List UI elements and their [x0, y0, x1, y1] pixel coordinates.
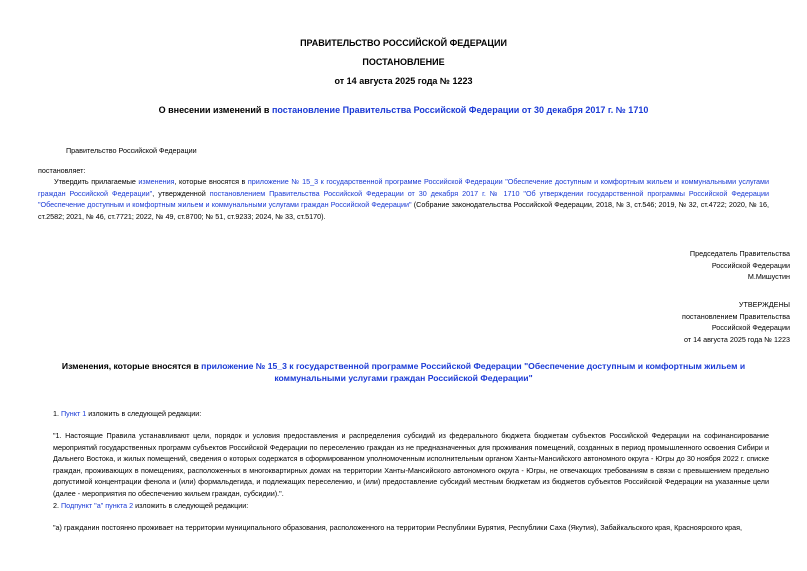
approved-label: УТВЕРЖДЕНЫ	[738, 300, 790, 309]
changes-title-prefix: Изменения, которые вносятся в	[61, 361, 202, 371]
annex-link[interactable]: приложение № 15_3 к государственной программе Российской Федерации "Обеспечение доступным и комфортным жильем и коммунальными услугами граждан Российской Федерации"	[38, 177, 769, 198]
changes-annex-link[interactable]: приложение № 15_3 к государственной программе Российской Федерации "Обеспечение доступным и комфортным жильем и коммунальными услугами граждан Российской Федерации"	[201, 361, 746, 383]
item-2-text: изложить в следующей редакции:	[133, 501, 249, 510]
signature-block	[690, 248, 790, 283]
approved-date: от 14 августа 2025 года № 1223	[683, 334, 790, 344]
document-type: ПОСТАНОВЛЕНИЕ	[362, 57, 445, 67]
item-1-number: 1.	[53, 409, 61, 418]
item-2-point-link[interactable]: пункта 2	[105, 501, 134, 510]
decides: постановляет:	[38, 166, 86, 175]
document-date: от 14 августа 2025 года № 1223	[334, 76, 473, 86]
item-1-quote: "1. Настоящие Правила устанавливают цели, порядок и условия предоставления и распределения субсидий из федерального бюджета бюджетам субъектов Российской Федерации на софинансирование мероприятий государственных программ субъектов Российской Федерации по переселению граждан из не предназначенных для проживания помещений, созданных в период промышленного освоения Сибири и Дальнего Востока, и жилых помещений, сведения о которых содержатся в сформированном уполномоченным исполнительным органом Ханты-Мансийского автономного округа - Югры до 30 ноября 2022 г. списке граждан, проживающих в помещениях, расположенных в многоквартирных домах на территории Ханты-Мансийского автономного округа - Югры, не отвечающих требованиям в связи с превышением предельно допустимой концентрации фенола и (или) формальдегида, и подлежащих переселению, и (или) предоставление субсидий местным бюджетам из бюджетов субъектов Российской Федерации на указанные цели (далее - мероприятия по обеспечению жильем граждан, субсидии).".	[53, 431, 769, 498]
approved-by: постановлением Правительства	[682, 311, 790, 321]
amended-resolution-link[interactable]: постановление Правительства Российской Федерации от 30 декабря 2017 г. № 1710	[271, 105, 649, 115]
changes-link[interactable]: изменения	[138, 177, 175, 186]
item-2	[53, 500, 248, 512]
document-title	[0, 105, 807, 115]
p1-text-2: , которые вносятся в	[174, 177, 248, 186]
item-1-text: изложить в следующей редакции:	[86, 409, 202, 418]
program-resolution-link[interactable]: постановлением Правительства Российской Федерации от 30 декабря 2017 г. № 1710 "Об утверждении государственной программы Российской Федерации "Обеспечение доступным и комфортным жильем и коммунальными услугами граждан Российской Федерации"	[38, 188, 769, 210]
p1-text-4: (Собрание законодательства Российской Федерации, 2018, № 3, ст.546; 2019, № 32, ст.4722; 2020, № 16, ст.2582; 2021, № 46, ст.7721; 2022, № 49, ст.8700; № 51, ст.9233; 2024, № 33, ст.5170).	[38, 200, 769, 221]
issuer: Правительство Российской Федерации	[66, 146, 197, 155]
item-2-subpoint-link[interactable]: Подпункт "а"	[61, 501, 104, 510]
p1-text-1: Утвердить прилагаемые	[54, 177, 139, 186]
government-heading: ПРАВИТЕЛЬСТВО РОССИЙСКОЙ ФЕДЕРАЦИИ	[300, 38, 507, 48]
item-2-number: 2.	[53, 501, 61, 510]
signature-name: М.Мишустин	[747, 272, 790, 281]
approval-block	[682, 299, 790, 345]
item-1-point-link[interactable]: Пункт 1	[61, 409, 87, 418]
signature-position: Председатель Правительства	[689, 249, 790, 258]
signature-body: Российской Федерации	[711, 260, 790, 270]
title-prefix: О внесении изменений в	[158, 105, 272, 115]
item-2-quote: "а) гражданин постоянно проживает на территории муниципального образования, расположенного на территории Республики Бурятия, Республики Саха (Якутия), Забайкальского края, Красноярского края,	[53, 523, 742, 532]
item-1	[53, 408, 201, 420]
changes-title	[40, 361, 767, 384]
p1-text-3: , утвержденной	[152, 188, 210, 198]
approved-body: Российской Федерации	[711, 323, 790, 332]
resolution-paragraph	[38, 176, 769, 222]
